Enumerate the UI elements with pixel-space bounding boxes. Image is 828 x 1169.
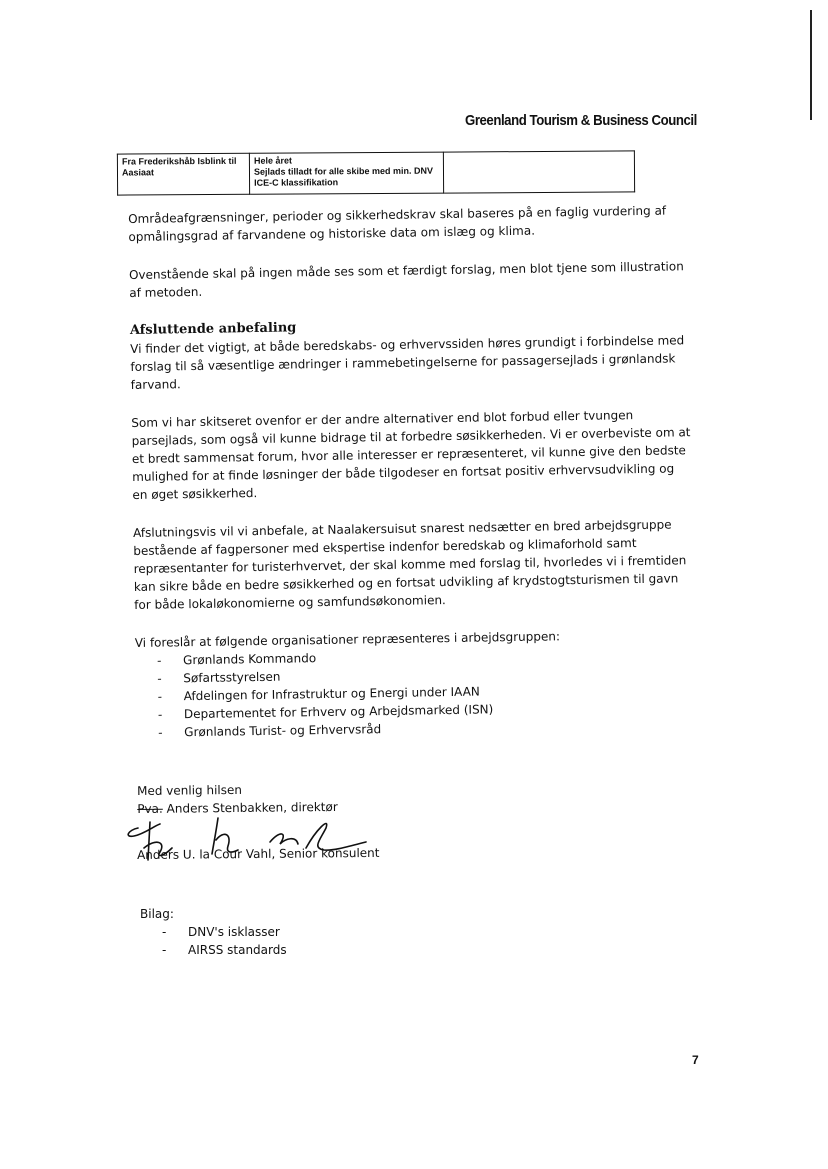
list-item: - Afdelingen for Infrastruktur og Energi under IAAN <box>157 684 480 704</box>
attachments-list <box>140 923 440 959</box>
organisations-section <box>135 625 697 742</box>
greeting: Med venlig hilsen <box>137 782 243 798</box>
pva-text: Pva. <box>137 801 163 816</box>
council-logo <box>465 112 697 129</box>
attachments-section <box>140 905 440 959</box>
paragraph-area-limits: Områdeafgrænsninger, perioder og sikkerhedskrav skal baseres på en faglig vurdering af opmålingsgrad af farvandene og historiske data om islæg og klima. <box>128 203 667 244</box>
list-item: - AIRSS standards <box>162 943 287 957</box>
route-table <box>117 150 635 195</box>
paragraph-alternatives: Som vi har skitseret ovenfor er der andre alternativer end blot forbud eller tvungen parsejlads, som også vil kunne bidrage til at forbedre søsikkerheden. Vi er overbeviste om at et bredt sammensat forum, hvor alle interesser er repræsenteret, vil kunne give den bedste mulighed for at finde løsninger der både tilgodeser en fortsat positiv erhvervsudvikling og en øget søsikkerhed. <box>131 408 691 502</box>
page-edge-line <box>810 10 812 120</box>
director-name: Anders Stenbakken, direktør <box>166 799 338 816</box>
logo-text: Greenland Tourism & Business Council <box>465 112 697 129</box>
table-row <box>117 151 634 195</box>
paragraph-hearing: Vi finder det vigtigt, at både beredskabs- og erhvervssiden høres grundigt i forbindelse med forslag til så væsentlige ændringer i rammebetingelserne for passagersejlads i grønlandsk farvand. <box>130 333 685 392</box>
requirement-cell <box>249 152 443 194</box>
period-text: Hele året <box>253 155 292 166</box>
list-item: - Søfartsstyrelsen <box>157 669 281 686</box>
list-item: - Grønlands Turist- og Erhvervsråd <box>158 722 382 740</box>
list-item: - Grønlands Kommando <box>156 651 317 668</box>
section-recommendation <box>130 313 691 394</box>
paragraph-illustration: Ovenstående skal på ingen måde ses som et færdigt forslag, men blot tjene som illustration af metoden. <box>128 259 684 300</box>
section-heading: Afsluttende anbefaling <box>129 320 297 338</box>
page-number: 7 <box>692 1053 699 1067</box>
list-item: - DNV's isklasser <box>162 925 280 939</box>
attachments-label: Bilag: <box>140 907 174 921</box>
list-item: - Departementet for Erhverv og Arbejdsmarked (ISN) <box>157 702 494 722</box>
route-cell: Fra Frederikshåb Isblink til Aasiaat <box>117 153 249 195</box>
requirement-text: Sejlads tilladt for alle skibe med min. DNV ICE-C klassifikation <box>253 165 434 188</box>
letter-body <box>128 201 696 742</box>
extra-cell <box>443 151 634 193</box>
organisations-intro: Vi foreslår at følgende organisationer repræsenteres i arbejdsgruppen: <box>134 629 561 650</box>
paragraph-working-group: Afslutningsvis vil vi anbefale, at Naalakersuisut snarest nedsætter en bred arbejdsgruppe bestående af fagpersoner med ekspertise indenfor beredskab og klimaforhold samt repræsentanter for turisterhvervet, der skal komme med forslag til, hvorledes vi i fremtiden kan sikre både en bedre søsikkerhed og en fortsat udvikling af krydstogtsturismen til gavn for både lokaløkonomierne og samfundsøkonomien. <box>132 517 687 612</box>
signer-name: Anders U. la Cour Vahl, Senior konsulent <box>137 845 380 862</box>
organisations-list <box>135 643 696 742</box>
